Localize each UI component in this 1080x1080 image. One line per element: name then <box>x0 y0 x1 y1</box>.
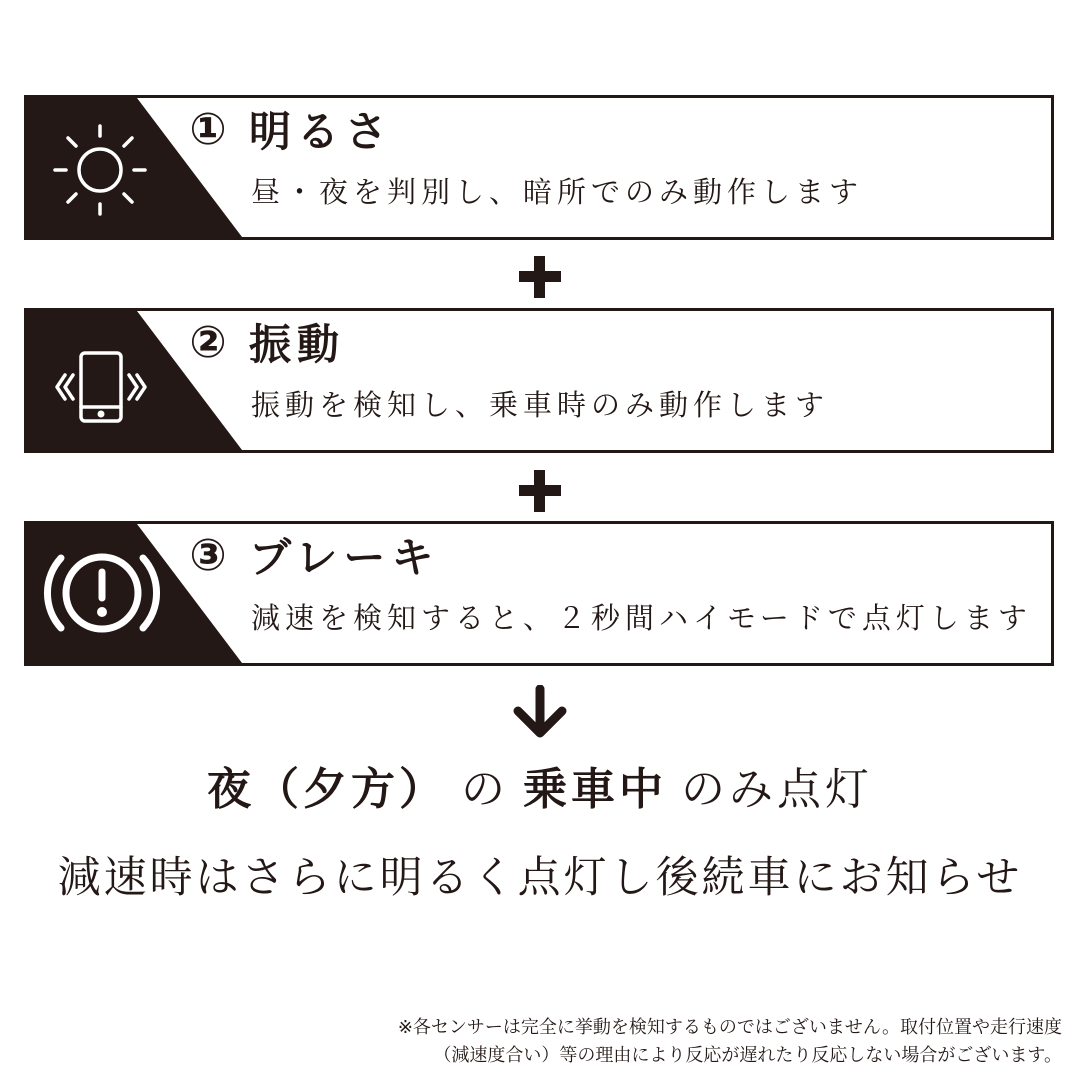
step-number: ① <box>189 104 227 155</box>
panel-description: 減速を検知すると、２秒間ハイモードで点灯します <box>251 601 1032 635</box>
sensor-panel-vibration <box>24 308 1054 453</box>
result-riding: 乗車中 <box>523 764 667 815</box>
disclaimer-note <box>398 1014 1062 1070</box>
disclaimer-line-2: （減速度合い）等の理由により反応が遅れたり反応しない場合がございます。 <box>433 1045 1062 1066</box>
subtitle: 減速時はさらに明るく点灯し後続車にお知らせ <box>57 853 1023 903</box>
plus-icon <box>519 470 561 512</box>
disclaimer-line-1: ※各センサーは完全に挙動を検知するものではございません。取付位置や走行速度 <box>397 1017 1062 1038</box>
sun-icon <box>45 118 155 223</box>
result-lighting: のみ点灯 <box>681 764 873 815</box>
brake-warning-icon <box>37 538 167 648</box>
step-number: ② <box>189 317 227 368</box>
panel-title: 振動 <box>249 320 346 369</box>
panel-title: ブレーキ <box>249 533 440 582</box>
plus-icon <box>519 256 561 298</box>
panel-description: 昼・夜を判別し、暗所でのみ動作します <box>251 175 864 209</box>
vibrating-phone-icon <box>45 331 155 436</box>
step-number: ③ <box>189 530 227 581</box>
panel-description: 振動を検知し、乗車時のみ動作します <box>251 388 830 422</box>
sensor-panel-brake <box>24 521 1054 666</box>
sensor-panel-brightness <box>24 95 1054 240</box>
result-night: 夜（夕方） <box>207 764 447 815</box>
result-particle: の <box>461 764 509 815</box>
arrow-down-icon <box>510 685 570 740</box>
result-statement <box>0 760 1080 820</box>
panel-title: 明るさ <box>249 107 394 156</box>
